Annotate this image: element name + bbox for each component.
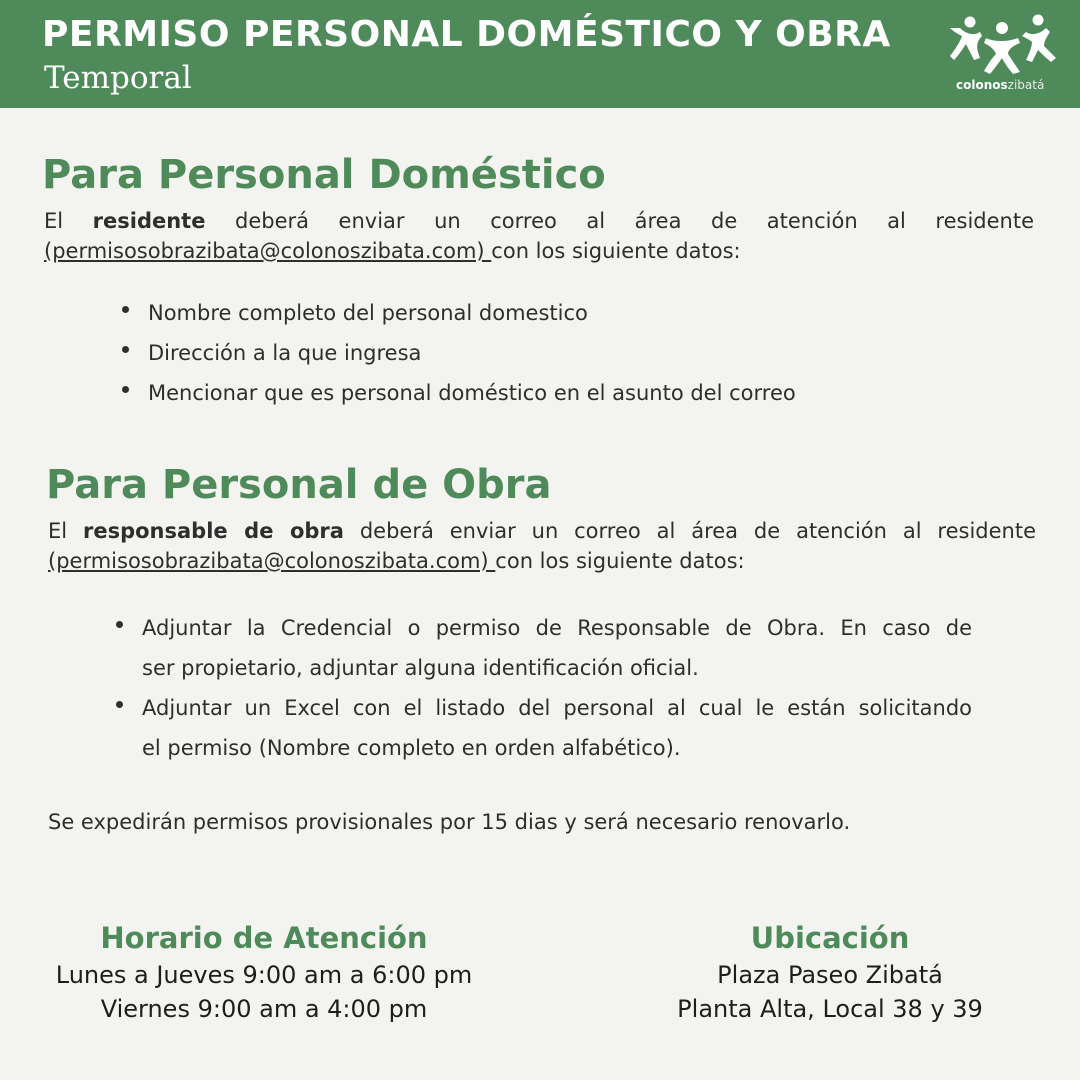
obra-requirements-list — [112, 608, 972, 768]
list-item: Adjuntar la Credencial o permiso de Responsable de Obra. En caso de ser propietario, adjuntar alguna identificación oficial. — [112, 608, 972, 688]
obra-section-title: Para Personal de Obra — [46, 462, 552, 508]
domestico-requirements-list — [118, 293, 796, 413]
list-item: Dirección a la que ingresa — [118, 333, 796, 373]
page-title: PERMISO PERSONAL DOMÉSTICO Y OBRA — [42, 14, 891, 55]
page-subtitle: Temporal — [44, 60, 192, 96]
header-banner — [0, 0, 1080, 108]
horario-block — [24, 918, 504, 1026]
list-item: Nombre completo del personal domestico — [118, 293, 796, 333]
three-people-logo-icon — [946, 14, 1058, 74]
horario-line-2: Viernes 9:00 am a 4:00 pm — [100, 995, 428, 1023]
domestico-intro: El residente deberá enviar un correo al área de atención al residente (permisosobrazibata@colonoszibata.com) con los siguiente datos: — [44, 209, 1034, 263]
list-item: Adjuntar un Excel con el listado del personal al cual le están solicitando el permiso (Nombre completo en orden alfabético). — [112, 688, 972, 768]
ubicacion-line-1: Plaza Paseo Zibatá — [717, 961, 943, 989]
horario-line-1: Lunes a Jueves 9:00 am a 6:00 pm — [55, 961, 473, 989]
obra-intro: El responsable de obra deberá enviar un correo al área de atención al residente (permisosobrazibata@colonoszibata.com) con los siguiente datos: — [48, 519, 1036, 573]
logo-wordmark: colonoszibatá — [956, 78, 1045, 92]
ubicacion-title: Ubicación — [750, 921, 910, 955]
domestico-section-title: Para Personal Doméstico — [42, 152, 606, 198]
horario-title: Horario de Atención — [100, 921, 428, 955]
obra-email-link[interactable]: (permisosobrazibata@colonoszibata.com) — [48, 549, 496, 573]
domestico-email-link[interactable]: (permisosobrazibata@colonoszibata.com) — [44, 239, 492, 263]
colonos-zibata-logo — [940, 12, 1065, 96]
list-item: Mencionar que es personal doméstico en el asunto del correo — [118, 373, 796, 413]
ubicacion-line-2: Planta Alta, Local 38 y 39 — [677, 995, 983, 1023]
validity-note: Se expedirán permisos provisionales por 15 dias y será necesario renovarlo. — [48, 810, 851, 834]
ubicacion-block — [620, 918, 1040, 1026]
